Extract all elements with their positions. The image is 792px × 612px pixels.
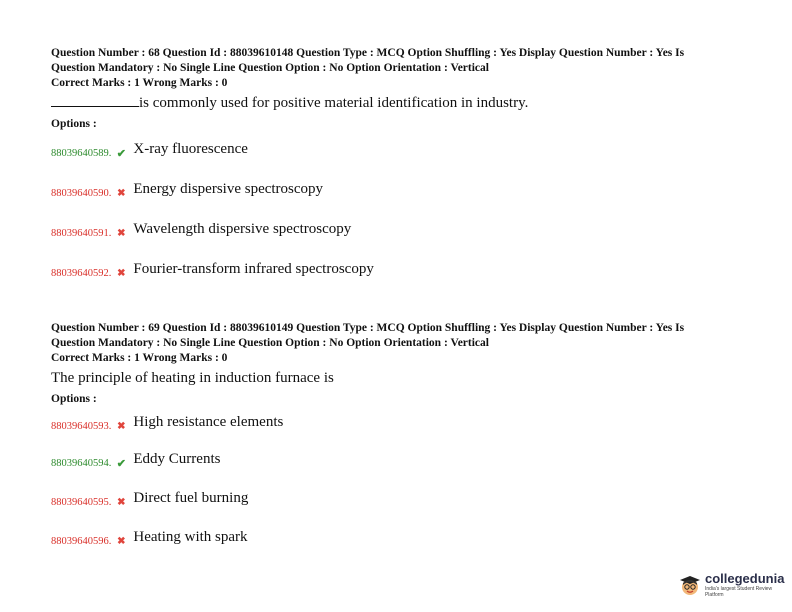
option-row[interactable] [51,182,323,204]
check-icon: ✔ [116,147,126,160]
option-text: Direct fuel burning [133,489,249,506]
option-id: 88039640592. [51,267,112,279]
option-text: Eddy Currents [133,450,221,467]
logo-text [705,572,792,598]
question-block-69 [51,321,741,407]
option-row[interactable] [51,491,248,513]
check-icon: ✔ [116,457,126,470]
option-row[interactable] [51,530,248,552]
question-meta-line-1: Question Number : 68 Question Id : 88039610148 Question Type : MCQ Option Shuffling : Yes Display Question Number : Yes Is [51,47,685,59]
student-mascot-icon [678,573,702,597]
cross-icon: ✖ [117,187,126,199]
cross-icon: ✖ [117,420,126,432]
cross-icon: ✖ [117,535,126,547]
question-marks: Correct Marks : 1 Wrong Marks : 0 [51,352,228,364]
cross-icon: ✖ [117,496,126,508]
brand-name: collegedunia [704,571,785,586]
option-id: 88039640596. [51,535,112,547]
answer-blank [51,93,139,107]
option-text: High resistance elements [133,413,284,430]
option-row[interactable] [51,452,220,474]
question-marks: Correct Marks : 1 Wrong Marks : 0 [51,77,228,89]
question-meta-line-2: Question Mandatory : No Single Line Question Option : No Option Orientation : Vertical [51,337,489,349]
options-label: Options : [51,118,97,130]
option-id: 88039640593. [51,420,112,432]
question-text-content: is commonly used for positive material identification in industry. [139,95,529,111]
option-row[interactable] [51,142,248,164]
option-id: 88039640591. [51,227,112,239]
option-row[interactable] [51,262,374,284]
option-text: Energy dispersive spectroscopy [133,180,324,197]
option-text: X-ray fluorescence [133,140,248,157]
options-label: Options : [51,393,97,405]
brand-tagline: India's largest Student Review Platform [704,586,773,598]
option-row[interactable] [51,415,283,437]
cross-icon: ✖ [117,227,126,239]
cross-icon: ✖ [117,267,126,279]
option-id: 88039640590. [51,187,112,199]
option-text: Fourier-transform infrared spectroscopy [133,260,374,277]
option-text: Wavelength dispersive spectroscopy [133,220,352,237]
collegedunia-logo[interactable] [678,572,792,598]
option-text: Heating with spark [133,528,248,545]
option-id: 88039640595. [51,496,112,508]
question-meta-line-2: Question Mandatory : No Single Line Question Option : No Option Orientation : Vertical [51,62,489,74]
question-text: The principle of heating in induction furnace is [51,370,334,386]
question-text [51,93,741,113]
option-row[interactable] [51,222,351,244]
question-meta-line-1: Question Number : 69 Question Id : 88039610149 Question Type : MCQ Option Shuffling : Yes Display Question Number : Yes Is [51,322,685,334]
option-id: 88039640589. [51,147,112,159]
question-block-68 [51,46,741,132]
option-id: 88039640594. [51,457,112,469]
